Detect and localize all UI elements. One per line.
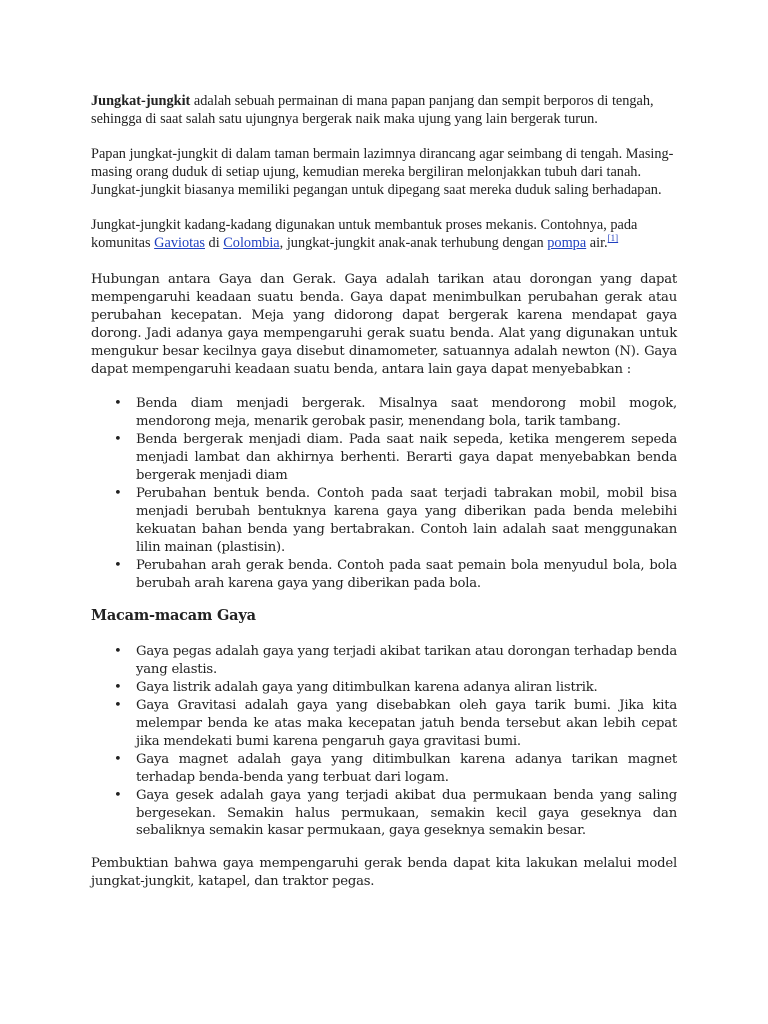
link-gaviotas[interactable]: Gaviotas <box>154 235 205 251</box>
bullet-icon: • <box>114 396 122 412</box>
force-motion-paragraph: Hubungan antara Gaya dan Gerak. Gaya adalah tarikan atau dorongan yang dapat mempengaruhi keadaan suatu benda. Gaya dapat menimbulkan perubahan gerak atau perubahan kecepatan. Meja yang didorong dapat bergerak karena mendapat gaya dorong. Jadi adanya gaya mempengaruhi gerak suatu benda. Alat yang digunakan untuk mengukur besar kecilnya gaya disebut dinamometer, satuannya adalah newton (N). Gaya dapat mempengaruhi keadaan suatu benda, antara lain gaya dapat menyebabkan : <box>91 272 677 377</box>
text-segment: air. <box>586 235 608 251</box>
list-item-text: Perubahan bentuk benda. Contoh pada saat terjadi tabrakan mobil, mobil bisa menjadi berubah bentuknya karena gaya yang diberikan pada benda melebihi kekuatan bahan benda yang bertabrakan. Contoh lain adalah saat menggunakan lilin mainan (plastisin). <box>136 485 677 555</box>
effects-list <box>91 395 677 592</box>
list-item-text: Gaya Gravitasi adalah gaya yang disebabkan oleh gaya tarik bumi. Jika kita melempar benda ke atas maka kecepatan jatuh benda tersebut akan lebih cepat jika mendekati bumi karena pengaruh gaya gravitasi bumi. <box>136 698 677 749</box>
intro-text: adalah sebuah permainan di mana papan panjang dan sempit berporos di tengah, sehingga di saat salah satu ujungnya bergerak naik maka ujung yang lain bergerak turun. <box>91 93 654 127</box>
bullet-icon: • <box>114 751 122 767</box>
text-segment: Jungkat-jungkit kadang-kadang digunakan untuk membantuk proses mekanis. Contohnya, pada komunitas <box>91 217 638 251</box>
list-item <box>114 557 677 593</box>
list-item-text: Gaya pegas adalah gaya yang terjadi akibat tarikan atau dorongan terhadap benda yang elastis. <box>136 644 677 678</box>
text-segment: , jungkat-jungkit anak-anak terhubung dengan <box>279 235 548 251</box>
list-item-text: Gaya gesek adalah gaya yang terjadi akibat dua permukaan benda yang saling bergesekan. Semakin halus permukaan, semakin kecil gaya geseknya dan sebaliknya semakin kasar permukaan, gaya geseknya semakin besar. <box>136 787 677 839</box>
list-item-text: Benda diam menjadi bergerak. Misalnya saat mendorong mobil mogok, mendorong meja, menarik gerobak pasir, menendang bola, tarik tambang. <box>136 396 677 430</box>
mechanical-use-paragraph <box>91 216 677 252</box>
list-item <box>114 395 677 431</box>
list-item <box>114 485 677 557</box>
section-heading: Macam-macam Gaya <box>91 607 256 625</box>
text-segment: di <box>204 235 224 251</box>
document-page <box>91 92 677 908</box>
bullet-icon: • <box>114 680 122 696</box>
list-item-text: Perubahan arah gerak benda. Contoh pada saat pemain bola menyudul bola, bola berubah arah karena gaya yang diberikan pada bola. <box>136 557 677 591</box>
list-item <box>114 679 677 697</box>
list-item-text: Gaya listrik adalah gaya yang ditimbulkan karena adanya aliran listrik. <box>136 680 598 696</box>
bullet-icon: • <box>114 644 122 660</box>
force-types-list <box>91 643 677 840</box>
intro-paragraph <box>91 92 677 128</box>
bullet-icon: • <box>114 432 122 448</box>
link-colombia[interactable]: Colombia <box>223 235 280 251</box>
list-item <box>114 751 677 787</box>
playground-paragraph: Papan jungkat-jungkit di dalam taman bermain lazimnya dirancang agar seimbang di tengah. Masing-masing orang duduk di setiap ujung, kemudian mereka bergiliran melonjakkan tubuh dari tanah. Jungkat-jungkit biasanya memiliki pegangan untuk dipegang saat mereka duduk saling berhadapan. <box>91 146 674 198</box>
bullet-icon: • <box>114 698 122 714</box>
link-pompa[interactable]: pompa <box>547 235 587 251</box>
reference-link[interactable]: [1] <box>607 233 619 243</box>
list-item <box>114 643 677 679</box>
conclusion-paragraph: Pembuktian bahwa gaya mempengaruhi gerak benda dapat kita lakukan melalui model jungkat-jungkit, katapel, dan traktor pegas. <box>91 856 677 890</box>
list-item-text: Gaya magnet adalah gaya yang ditimbulkan karena adanya tarikan magnet terhadap benda-benda yang terbuat dari logam. <box>136 751 677 785</box>
list-item <box>114 787 677 841</box>
bullet-icon: • <box>114 787 122 803</box>
term-jungkat-jungkit: Jungkat-jungkit <box>91 93 191 109</box>
list-item <box>114 697 677 751</box>
bullet-icon: • <box>114 485 122 501</box>
list-item <box>114 431 677 485</box>
list-item-text: Benda bergerak menjadi diam. Pada saat naik sepeda, ketika mengerem sepeda menjadi lambat dan akhirnya berhenti. Berarti gaya dapat menyebabkan benda bergerak menjadi diam <box>136 432 677 484</box>
bullet-icon: • <box>114 557 122 573</box>
